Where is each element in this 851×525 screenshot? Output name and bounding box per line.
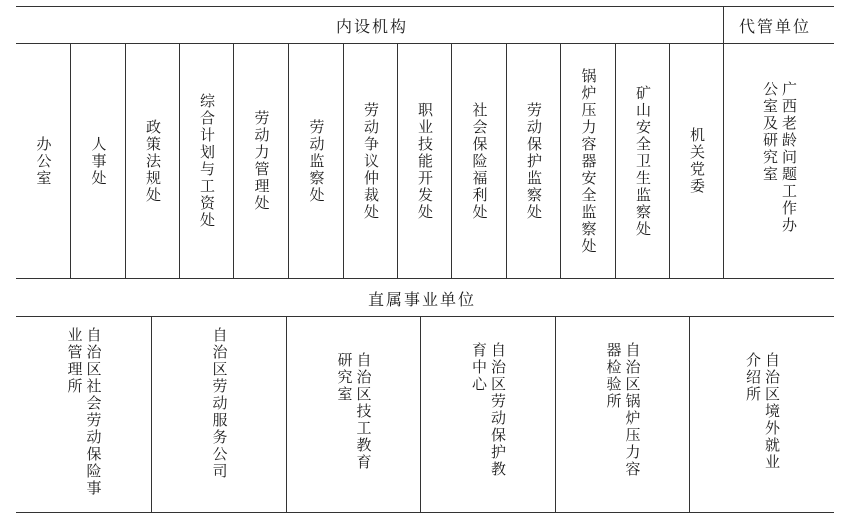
internal-unit-cell — [126, 44, 179, 278]
divider-agency-header — [723, 6, 724, 43]
affiliated-unit-cell — [690, 317, 834, 512]
internal-unit-cell — [398, 44, 451, 278]
internal-unit-cell — [507, 44, 560, 278]
rule-bottom — [16, 512, 834, 513]
internal-unit-cell — [670, 44, 723, 278]
internal-unit-label: 锅炉压力容器安全监察处 — [579, 67, 598, 255]
internal-unit-cell — [452, 44, 506, 278]
internal-unit-cell — [561, 44, 615, 278]
internal-unit-label: 机关党委 — [688, 127, 706, 195]
affiliated-unit-label: 自治区劳动服务公司 — [210, 327, 229, 480]
affiliated-unit-cell — [152, 317, 286, 512]
affiliated-unit-label: 自治区劳动保护教育中心 — [470, 342, 507, 478]
internal-unit-cell — [344, 44, 397, 278]
affiliated-unit-cell — [16, 317, 151, 512]
affiliated-unit-label: 自治区社会劳动保险事业管理所 — [65, 327, 103, 497]
internal-unit-cell — [289, 44, 343, 278]
internal-unit-label: 矿山安全卫生监察处 — [634, 84, 652, 238]
internal-unit-label: 职业技能开发处 — [416, 101, 434, 221]
internal-unit-cell — [180, 44, 233, 278]
internal-unit-label: 劳动力管理处 — [252, 110, 271, 212]
internal-unit-label: 劳动保护监察处 — [525, 101, 543, 221]
affiliated-units-title: 直属事业单位 — [368, 290, 477, 309]
internal-unit-cell — [616, 44, 669, 278]
internal-unit-label: 办公室 — [34, 135, 53, 187]
agency-units-title: 代管单位 — [739, 17, 812, 36]
affiliated-unit-cell — [421, 317, 555, 512]
affiliated-unit-cell — [556, 317, 689, 512]
affiliated-unit-label: 自治区技工教育研究室 — [335, 352, 373, 471]
internal-unit-label: 政策法规处 — [144, 118, 162, 204]
rule-mid — [16, 278, 834, 279]
affiliated-unit-label: 自治区境外就业介绍所 — [744, 352, 781, 471]
internal-unit-cell — [16, 44, 70, 278]
agency-unit-cell — [724, 44, 834, 278]
internal-unit-label: 劳动监察处 — [307, 118, 326, 204]
rule-top — [16, 6, 834, 7]
affiliated-unit-label: 自治区锅炉压力容器检验所 — [604, 342, 642, 478]
agency-unit-label: 广西老龄问题工作办公室及研究室 — [761, 81, 798, 234]
internal-unit-label: 人事处 — [89, 135, 108, 187]
internal-unit-label: 劳动争议仲裁处 — [362, 101, 380, 221]
internal-unit-cell — [71, 44, 125, 278]
internal-units-title: 内设机构 — [336, 17, 409, 36]
affiliated-unit-cell — [287, 317, 420, 512]
internal-unit-cell — [234, 44, 288, 278]
internal-unit-label: 社会保险福利处 — [470, 101, 489, 221]
internal-unit-label: 综合计划与工资处 — [198, 93, 216, 229]
